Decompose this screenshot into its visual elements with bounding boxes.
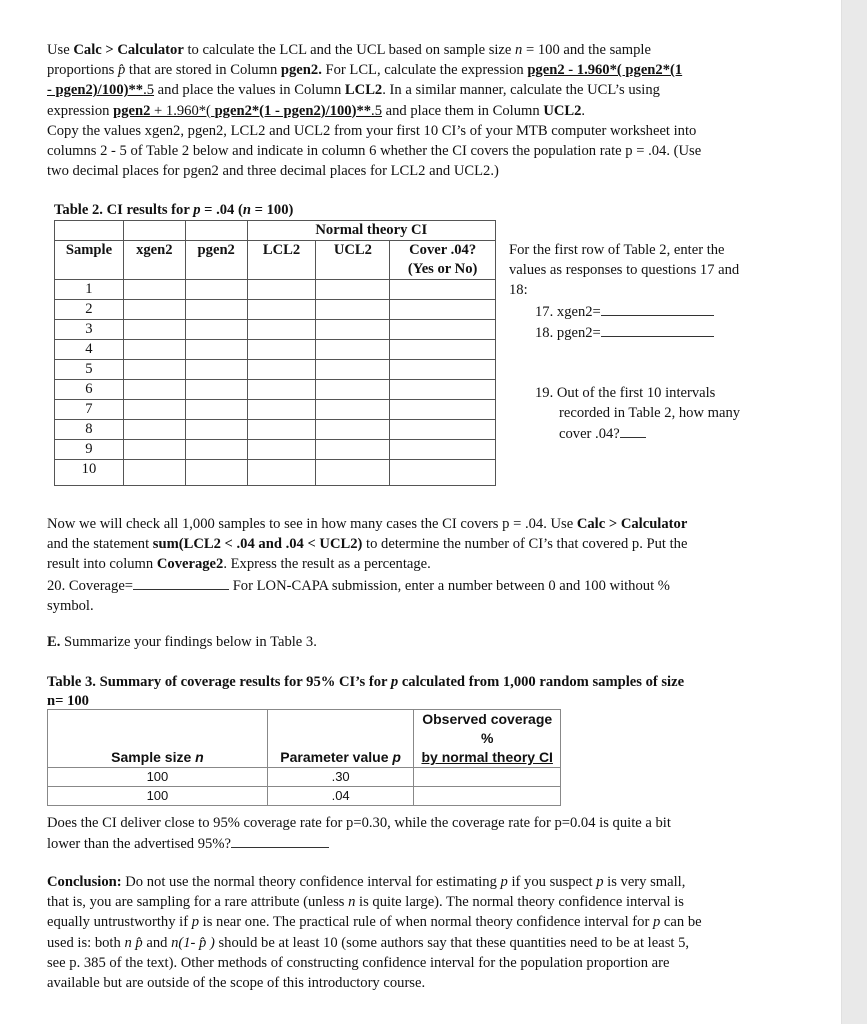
cell-cover[interactable] — [390, 380, 496, 400]
n-symbol: n — [195, 749, 204, 765]
text: proportions — [47, 62, 118, 79]
q19-answer-blank[interactable] — [620, 423, 646, 438]
column-pgen2: pgen2. — [280, 62, 322, 79]
cell-lcl2[interactable] — [247, 320, 316, 340]
q20-note: For LON-CAPA submission, enter a number between 0 and 100 without % — [229, 577, 670, 594]
cell-cover[interactable] — [390, 280, 496, 300]
text: and — [142, 934, 172, 951]
question-19-end — [559, 423, 799, 444]
p-symbol: p — [596, 874, 604, 890]
cell-sample: 3 — [55, 320, 124, 340]
table-row — [55, 280, 496, 300]
text: Does the CI deliver close to 95% coverage rate for p=0.30, while the coverage rate for p=0.04 is quite a bit — [47, 815, 671, 831]
section-e — [47, 632, 787, 652]
text: lower than the advertised 95%? — [47, 836, 231, 853]
text: that are stored in Column — [125, 62, 281, 79]
menu-calc-calculator: Calc > Calculator — [73, 42, 184, 58]
cell-lcl2[interactable] — [247, 460, 316, 486]
text: n= 100 — [47, 693, 89, 709]
text: = .04 ( — [200, 202, 243, 218]
q20-answer-blank[interactable] — [133, 575, 229, 590]
cell-lcl2[interactable] — [247, 400, 316, 420]
sum-statement: sum(LCL2 < .04 and .04 < UCL2) — [152, 536, 363, 553]
p-symbol: p — [390, 674, 399, 690]
column-coverage2: Coverage2 — [156, 556, 224, 573]
text: to determine the number of CI’s that covered p. Put the — [362, 536, 688, 553]
cell-sample: 10 — [55, 460, 124, 486]
cell-sample: 6 — [55, 380, 124, 400]
cell-cover[interactable] — [390, 360, 496, 380]
ci-question — [47, 813, 787, 854]
ucl-expression: pgen2 — [113, 102, 151, 119]
cell-lcl2[interactable] — [247, 440, 316, 460]
cell-pgen2[interactable] — [185, 460, 247, 486]
text: and place the values in Column — [154, 82, 345, 99]
cell-sample: 1 — [55, 280, 124, 300]
lcl-expression-exp: .5 — [143, 82, 155, 99]
table-row — [55, 420, 496, 440]
text: if you suspect — [507, 874, 597, 890]
cell-xgen2[interactable] — [123, 380, 185, 400]
n-one-minus-phat-expression: n(1- p̂ ) — [171, 934, 215, 951]
table-row — [55, 400, 496, 420]
cell-cover[interactable] — [390, 400, 496, 420]
cell-pgen2[interactable] — [185, 440, 247, 460]
q17-answer-blank[interactable] — [601, 301, 714, 316]
question-18 — [535, 322, 799, 343]
column-ucl2: UCL2 — [543, 102, 582, 119]
cell-ucl2[interactable] — [316, 440, 390, 460]
section-e-label: E. — [47, 634, 61, 650]
header-cover-line2: (Yes or No) — [407, 261, 478, 277]
cell-pgen2[interactable] — [185, 400, 247, 420]
header-ucl2: UCL2 — [316, 241, 390, 280]
text: result into column — [47, 556, 157, 573]
menu-calc-calculator: Calc > Calculator — [576, 516, 688, 532]
p-symbol: p — [392, 749, 401, 765]
text: two decimal places for pgen2 and three decimal places for LCL2 and UCL2.) — [47, 163, 499, 180]
text: Sample size — [111, 749, 196, 765]
q20-label: 20. Coverage= — [47, 577, 134, 594]
table-row — [55, 340, 496, 360]
text: For LCL, calculate the expression — [321, 62, 528, 79]
cell-n: 100 — [48, 787, 268, 806]
table-row — [55, 320, 496, 340]
cell-lcl2[interactable] — [247, 300, 316, 320]
text: . — [581, 102, 586, 119]
lcl-expression-cont: - pgen2)/100)** — [47, 82, 144, 99]
n-symbol: n — [348, 894, 356, 911]
instruction-text: values as responses to questions 17 and — [509, 262, 740, 279]
text: Parameter value — [280, 749, 393, 765]
p-symbol: p — [652, 914, 661, 931]
p-symbol: p — [191, 914, 199, 931]
cell-sample: 4 — [55, 340, 124, 360]
header-empty — [55, 221, 124, 241]
cell-xgen2[interactable] — [123, 300, 185, 320]
cell-observed[interactable] — [414, 787, 561, 806]
n-phat-expression: n p̂ — [124, 934, 143, 951]
header-sample-size — [48, 710, 268, 768]
p-symbol: p — [500, 874, 508, 890]
header-cover-line1: Cover .04? — [409, 242, 477, 258]
right-margin-panel — [841, 0, 867, 1024]
cell-cover[interactable] — [390, 440, 496, 460]
table-row — [55, 460, 496, 486]
cell-lcl2[interactable] — [247, 380, 316, 400]
cell-sample: 8 — [55, 420, 124, 440]
text: Use — [47, 42, 74, 58]
conclusion-paragraph — [47, 872, 787, 993]
cell-sample: 5 — [55, 360, 124, 380]
header-empty — [185, 221, 247, 241]
cell-cover[interactable] — [390, 320, 496, 340]
text: and place them in Column — [382, 102, 544, 119]
text: columns 2 - 5 of Table 2 below and indicate in column 6 whether the CI covers the population rate p = .04. (Use — [47, 143, 702, 160]
ucl-expression-op: + 1.960*( — [150, 102, 215, 119]
text: . Express the result as a percentage. — [223, 556, 431, 573]
q17-label: 17. xgen2= — [535, 303, 601, 320]
text: should be at least 10 (some authors say that these quantities need to be at least 5, — [214, 934, 690, 951]
cell-lcl2[interactable] — [247, 340, 316, 360]
column-lcl2: LCL2 — [344, 82, 383, 99]
text: Summarize your findings below in Table 3. — [60, 634, 317, 650]
header-parameter-value — [267, 710, 414, 768]
cell-observed[interactable] — [414, 768, 561, 787]
intro-paragraph — [47, 40, 787, 181]
cell-pgen2[interactable] — [185, 340, 247, 360]
cell-p: .30 — [267, 768, 414, 787]
question-19-cont: recorded in Table 2, how many — [559, 405, 741, 422]
table-row — [55, 380, 496, 400]
cell-pgen2[interactable] — [185, 300, 247, 320]
cell-lcl2[interactable] — [247, 420, 316, 440]
header-cover — [390, 241, 496, 280]
cell-n: 100 — [48, 768, 268, 787]
text: Do not use the normal theory confidence interval for estimating — [121, 874, 501, 890]
header-empty — [123, 221, 185, 241]
instruction-text: 18: — [509, 282, 528, 299]
text: Table 3. Summary of coverage results for 95% CI’s for — [47, 674, 391, 690]
cell-cover[interactable] — [390, 420, 496, 440]
header-observed-coverage — [414, 710, 561, 768]
cell-ucl2[interactable] — [316, 360, 390, 380]
text: that is, you are sampling for a rare attribute (unless — [47, 894, 349, 911]
cell-sample: 2 — [55, 300, 124, 320]
question-19: 19. Out of the first 10 intervals — [535, 385, 716, 402]
table-row — [48, 768, 561, 787]
table-row — [55, 300, 496, 320]
instruction-text: For the first row of Table 2, enter the — [509, 242, 725, 258]
cell-lcl2[interactable] — [247, 360, 316, 380]
table3-coverage-summary — [47, 709, 561, 806]
header-sample: Sample — [55, 241, 124, 280]
ci-question-answer-blank[interactable] — [231, 833, 329, 848]
cell-ucl2[interactable] — [316, 380, 390, 400]
header-pgen2: pgen2 — [185, 241, 247, 280]
cell-pgen2[interactable] — [185, 320, 247, 340]
text: Now we will check all 1,000 samples to see in how many cases the CI covers p = .04. Use — [47, 516, 577, 532]
header-xgen2: xgen2 — [123, 241, 185, 280]
text: Observed coverage % — [422, 711, 553, 746]
cell-xgen2[interactable] — [123, 320, 185, 340]
text: = 100 and the sample — [522, 42, 651, 58]
text: used is: both — [47, 934, 125, 951]
p-symbol: p — [193, 202, 201, 218]
table3-caption — [47, 673, 787, 711]
text: Copy the values xgen2, pgen2, LCL2 and UCL2 from your first 10 CI’s of your MTB computer worksheet into — [47, 122, 697, 139]
cell-xgen2[interactable] — [123, 440, 185, 460]
conclusion-label: Conclusion: — [47, 874, 122, 890]
q18-answer-blank[interactable] — [601, 322, 714, 337]
ucl-expression-cont: pgen2*(1 - pgen2)/100)** — [214, 102, 372, 119]
cell-cover[interactable] — [390, 300, 496, 320]
cell-ucl2[interactable] — [316, 300, 390, 320]
question-17 — [535, 301, 799, 322]
cell-pgen2[interactable] — [185, 360, 247, 380]
p-hat-symbol: p̂ — [117, 62, 126, 79]
text: by normal theory CI — [421, 749, 553, 765]
cell-xgen2[interactable] — [123, 400, 185, 420]
text: is quite large). The normal theory confidence interval is — [355, 894, 684, 911]
text: cover .04? — [559, 426, 620, 443]
text: calculated from 1,000 random samples of size — [398, 674, 685, 690]
cell-cover[interactable] — [390, 340, 496, 360]
text: equally untrustworthy if — [47, 914, 192, 931]
cell-xgen2[interactable] — [123, 340, 185, 360]
text: is very small, — [603, 874, 686, 890]
ucl-expression-exp: .5 — [371, 102, 382, 119]
cell-ucl2[interactable] — [316, 340, 390, 360]
cell-pgen2[interactable] — [185, 380, 247, 400]
cell-xgen2[interactable] — [123, 420, 185, 440]
text: see p. 385 of the text). Other methods of constructing confidence interval for the population proportion are — [47, 954, 670, 971]
table2-caption — [54, 202, 293, 219]
cell-pgen2[interactable] — [185, 420, 247, 440]
cell-xgen2[interactable] — [123, 280, 185, 300]
text: . In a similar manner, calculate the UCL’s using — [382, 82, 660, 99]
n-symbol: n — [242, 202, 251, 218]
cell-xgen2[interactable] — [123, 460, 185, 486]
text: to calculate the LCL and the UCL based on sample size — [183, 42, 516, 58]
side-questions — [509, 240, 799, 445]
cell-p: .04 — [267, 787, 414, 806]
coverage-paragraph — [47, 514, 787, 616]
text: symbol. — [47, 597, 94, 614]
cell-ucl2[interactable] — [316, 400, 390, 420]
text: and the statement — [47, 536, 153, 553]
cell-sample: 7 — [55, 400, 124, 420]
table-row — [48, 787, 561, 806]
lcl-expression: pgen2 - 1.960*( pgen2*(1 — [527, 62, 683, 79]
cell-xgen2[interactable] — [123, 360, 185, 380]
text: expression — [47, 102, 114, 119]
n-symbol: n — [515, 42, 523, 58]
text: can be — [660, 914, 702, 931]
cell-ucl2[interactable] — [316, 420, 390, 440]
text: is near one. The practical rule of when normal theory confidence interval for — [199, 914, 653, 931]
text: = 100) — [251, 202, 294, 218]
cell-ucl2[interactable] — [316, 460, 390, 486]
table-row — [55, 360, 496, 380]
text: available but are outside of the scope of this introductory course. — [47, 975, 426, 992]
cell-cover[interactable] — [390, 460, 496, 486]
table2-ci-results — [54, 220, 496, 486]
header-lcl2: LCL2 — [247, 241, 316, 280]
table-row — [55, 440, 496, 460]
header-normal-theory-ci: Normal theory CI — [247, 221, 495, 241]
cell-sample: 9 — [55, 440, 124, 460]
cell-ucl2[interactable] — [316, 280, 390, 300]
text: Table 2. CI results for — [54, 202, 194, 218]
cell-lcl2[interactable] — [247, 280, 316, 300]
cell-ucl2[interactable] — [316, 320, 390, 340]
cell-pgen2[interactable] — [185, 280, 247, 300]
q18-label: 18. pgen2= — [535, 324, 601, 341]
